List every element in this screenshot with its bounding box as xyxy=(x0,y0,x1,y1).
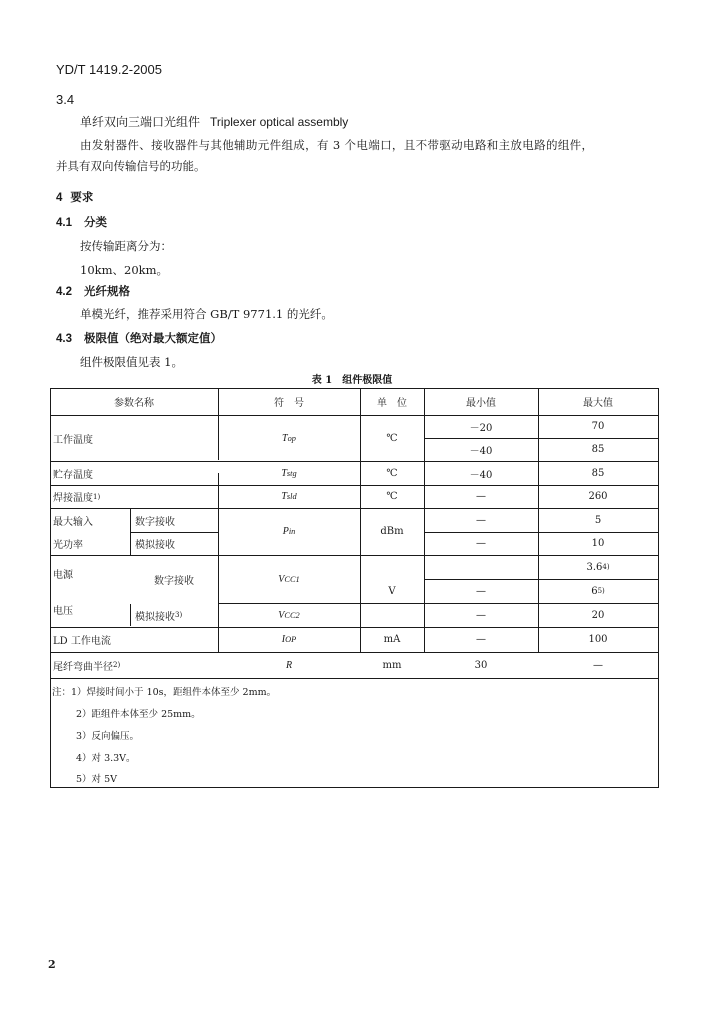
section-4-title: 要求 xyxy=(70,190,94,204)
max-input-max-1: 5 xyxy=(594,514,602,526)
limit-values-table xyxy=(50,388,659,788)
term-heading xyxy=(80,113,348,130)
section-4-2-heading xyxy=(56,283,130,299)
header-min: 最小值 xyxy=(466,398,496,409)
max-input-label-2: 光功率 xyxy=(53,540,83,551)
op-temp-min-1: －20 xyxy=(469,423,493,434)
supply-voltage-max-b: 6 5) xyxy=(591,585,605,597)
ld-current-min: — xyxy=(476,634,486,645)
storage-temp-unit: ℃ xyxy=(386,467,398,479)
solder-temp-unit: ℃ xyxy=(386,491,398,502)
storage-temp-label: 贮存温度 xyxy=(53,469,93,481)
max-input-label-1: 最大输入 xyxy=(53,516,93,528)
solder-temp-label: 焊接温度 1) xyxy=(53,492,101,504)
header-unit: 单 位 xyxy=(377,398,407,409)
section-4-number: 4 xyxy=(56,192,63,204)
classification-values: 10km、20km。 xyxy=(80,263,169,277)
supply-voltage-sub-digital: 数字接收 xyxy=(154,575,194,587)
header-max: 最大值 xyxy=(583,398,613,409)
supply-voltage-label-1: 电源 xyxy=(53,569,73,581)
supply-voltage-max-c: 20 xyxy=(591,609,605,621)
section-4-3-number: 4.3 xyxy=(56,333,72,345)
storage-temp-symbol: T stg xyxy=(281,467,297,479)
ld-current-max: 100 xyxy=(588,634,608,645)
max-input-sub-digital: 数字接收 xyxy=(135,516,175,528)
op-temp-max-2: 85 xyxy=(591,444,605,455)
section-4-1-title: 分类 xyxy=(84,215,108,229)
bend-radius-symbol: R xyxy=(285,659,293,671)
max-input-unit: dBm xyxy=(380,526,404,537)
ld-current-symbol: I OP xyxy=(281,634,297,645)
op-temp-symbol: T op xyxy=(282,432,296,444)
storage-temp-max: 85 xyxy=(591,467,605,479)
standard-id: YD/T 1419.2-2005 xyxy=(56,62,162,77)
table-border-bottom xyxy=(50,787,659,788)
section-4-2-title: 光纤规格 xyxy=(84,284,131,298)
table-note-2: 2）距组件本体至少 25mm。 xyxy=(76,709,201,720)
section-4-3-heading xyxy=(56,330,222,346)
solder-temp-max: 260 xyxy=(588,491,608,502)
max-input-max-2: 10 xyxy=(591,538,605,549)
fiber-spec-text: 单模光纤，推荐采用符合 GB/T 9771.1 的光纤。 xyxy=(80,307,333,321)
col-divider-sublabel-b xyxy=(130,604,131,626)
bend-radius-unit: mm xyxy=(382,659,402,671)
ld-current-label: LD 工作电流 xyxy=(53,636,111,647)
row-line-notes xyxy=(50,678,659,679)
max-input-symbol: P in xyxy=(282,526,296,537)
op-temp-max-1: 70 xyxy=(591,421,605,432)
section-4-heading xyxy=(56,189,93,205)
storage-temp-min: －40 xyxy=(469,469,493,481)
table-note-4: 4）对 3.3V。 xyxy=(76,753,136,764)
table-caption: 表 1 组件极限值 xyxy=(311,375,393,386)
limit-values-text: 组件极限值见表 1。 xyxy=(80,355,183,369)
supply-voltage-symbol-2: V CC2 xyxy=(278,609,300,621)
supply-voltage-min-c: — xyxy=(476,609,486,621)
term-zh: 单纤双向三端口光组件 xyxy=(80,115,201,129)
supply-voltage-min-b: — xyxy=(476,585,486,597)
op-temp-label: 工作温度 xyxy=(53,434,93,446)
supply-voltage-label-2: 电压 xyxy=(53,605,73,617)
definition-line-1: 由发射器件、接收器件与其他辅助元件组成，有 3 个电端口，且不带驱动电路和主放电路的组件， xyxy=(80,138,594,152)
bend-radius-max: — xyxy=(593,659,603,671)
supply-voltage-unit: V xyxy=(388,585,396,597)
header-symbol: 符 号 xyxy=(274,398,304,409)
section-4-3-title: 极限值（绝对最大额定值） xyxy=(84,331,223,345)
supply-voltage-max-a: 3.6 4) xyxy=(586,561,610,573)
bend-radius-label: 尾纤弯曲半径 2) xyxy=(53,661,121,673)
table-border-right xyxy=(658,388,659,788)
max-input-min-2: — xyxy=(476,538,486,549)
table-note-5: 5）对 5V xyxy=(76,774,117,785)
term-en: Triplexer optical assembly xyxy=(210,115,349,129)
op-temp-min-2: －40 xyxy=(469,446,493,457)
max-input-sub-analog: 模拟接收 xyxy=(135,540,175,551)
solder-temp-min: — xyxy=(476,491,486,502)
max-input-min-1: — xyxy=(476,514,486,526)
ld-current-unit: mA xyxy=(383,634,401,645)
definition-line-2: 并具有双向传输信号的功能。 xyxy=(56,159,206,173)
solder-temp-symbol: T sld xyxy=(281,491,297,502)
op-temp-unit: ℃ xyxy=(386,432,398,444)
table-note-1: 注：1）焊接时间小于 10s，距组件本体至少 2mm。 xyxy=(52,687,277,698)
section-4-1-heading xyxy=(56,214,107,230)
supply-voltage-symbol-1: V CC1 xyxy=(278,573,300,585)
supply-voltage-sub-analog: 模拟接收 3) xyxy=(135,611,183,623)
page-number: 2 xyxy=(48,958,56,971)
section-4-1-number: 4.1 xyxy=(56,217,72,229)
header-param: 参数名称 xyxy=(114,398,154,409)
classification-text: 按传输距离分为： xyxy=(80,239,172,253)
section-4-2-number: 4.2 xyxy=(56,286,72,298)
bend-radius-min: 30 xyxy=(474,659,488,671)
section-3-4-number: 3.4 xyxy=(56,92,75,107)
table-note-3: 3）反向偏压。 xyxy=(76,731,140,742)
